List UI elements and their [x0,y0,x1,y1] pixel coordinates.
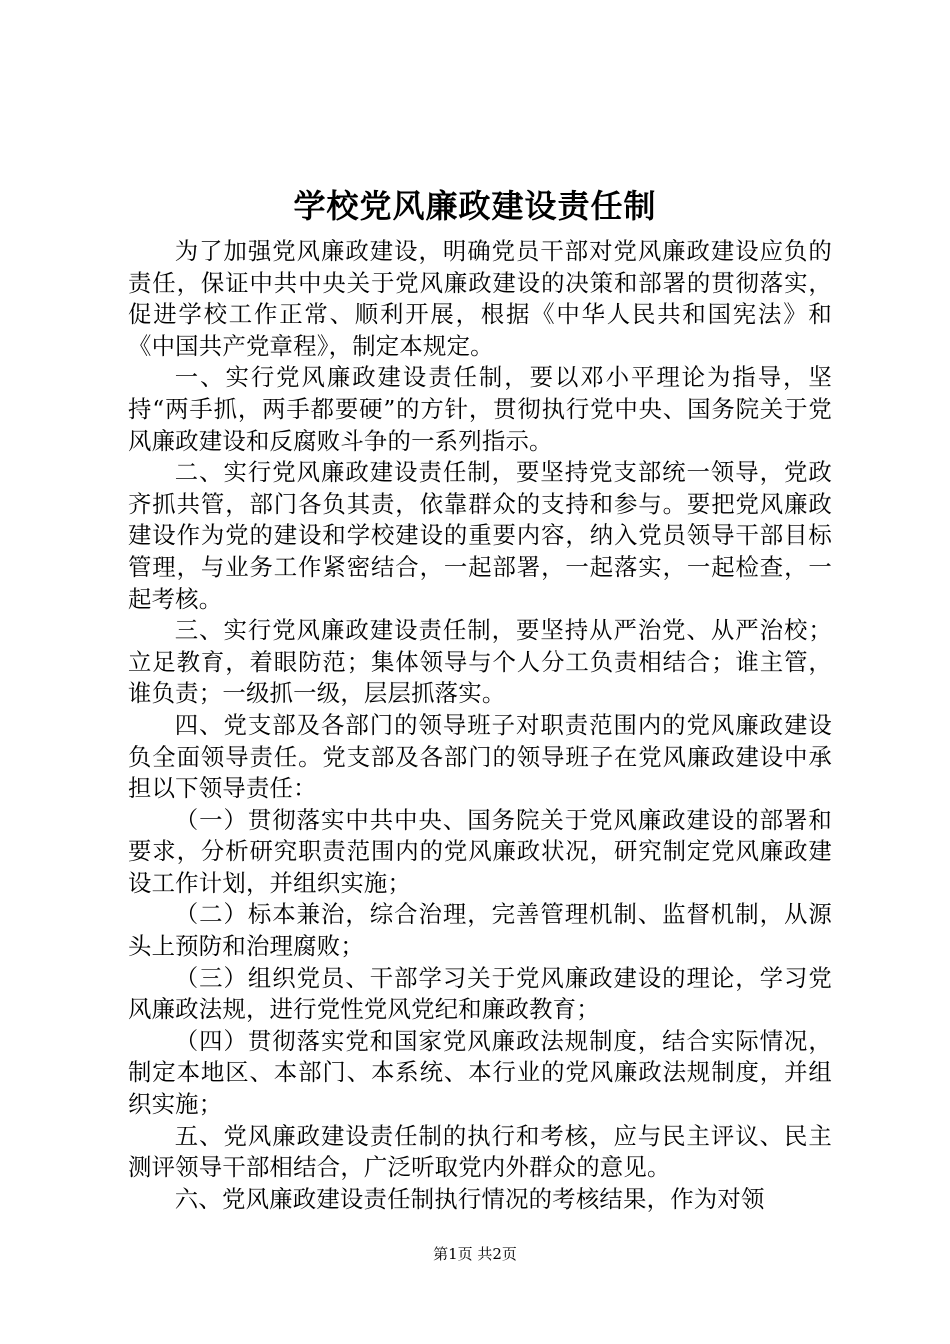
paragraph-article-4: 四、党支部及各部门的领导班子对职责范围内的党风廉政建设负全面领导责任。党支部及各部门的领导班子在党风廉政建设中承担以下领导责任： [128,710,832,803]
paragraph-item-3: （三）组织党员、干部学习关于党风廉政建设的理论，学习党风廉政法规，进行党性党风党纪和廉政教育； [128,963,832,1024]
paragraph-item-2: （二）标本兼治，综合治理，完善管理机制、监督机制，从源头上预防和治理腐败； [128,900,832,961]
paragraph-article-1: 一、实行党风廉政建设责任制，要以邓小平理论为指导，坚持“两手抓，两手都要硬”的方针，贯彻执行党中央、国务院关于党风廉政建设和反腐败斗争的一系列指示。 [128,363,832,455]
paragraph-intro: 为了加强党风廉政建设，明确党员干部对党风廉政建设应负的责任，保证中共中央关于党风廉政建设的决策和部署的贯彻落实，促进学校工作正常、顺利开展，根据《中华人民共和国宪法》和《中国共产党章程》，制定本规定。 [128,237,832,360]
document-title: 学校党风廉政建设责任制 [293,187,657,225]
paragraph-article-5: 五、党风廉政建设责任制的执行和考核，应与民主评议、民主测评领导干部相结合，广泛听取党内外群众的意见。 [128,1121,832,1182]
paragraph-article-6: 六、党风廉政建设责任制执行情况的考核结果，作为对领 [174,1184,765,1213]
paragraph-item-1: （一）贯彻落实中共中央、国务院关于党风廉政建设的部署和要求，分析研究职责范围内的党风廉政状况，研究制定党风廉政建设工作计划，并组织实施； [128,805,832,897]
paragraph-article-3: 三、实行党风廉政建设责任制，要坚持从严治党、从严治校；立足教育，着眼防范；集体领导与个人分工负责相结合；谁主管，谁负责；一级抓一级，层层抓落实。 [128,616,832,708]
paragraph-item-4: （四）贯彻落实党和国家党风廉政法规制度，结合实际情况，制定本地区、本部门、本系统、本行业的党风廉政法规制度，并组织实施； [128,1026,832,1119]
document-body [128,236,832,1215]
page-footer: 第1页 共2页 [433,1245,517,1263]
paragraph-article-2: 二、实行党风廉政建设责任制，要坚持党支部统一领导，党政齐抓共管，部门各负其责，依靠群众的支持和参与。要把党风廉政建设作为党的建设和学校建设的重要内容，纳入党员领导干部目标管理，与业务工作紧密结合，一起部署，一起落实，一起检查，一起考核。 [128,458,832,613]
